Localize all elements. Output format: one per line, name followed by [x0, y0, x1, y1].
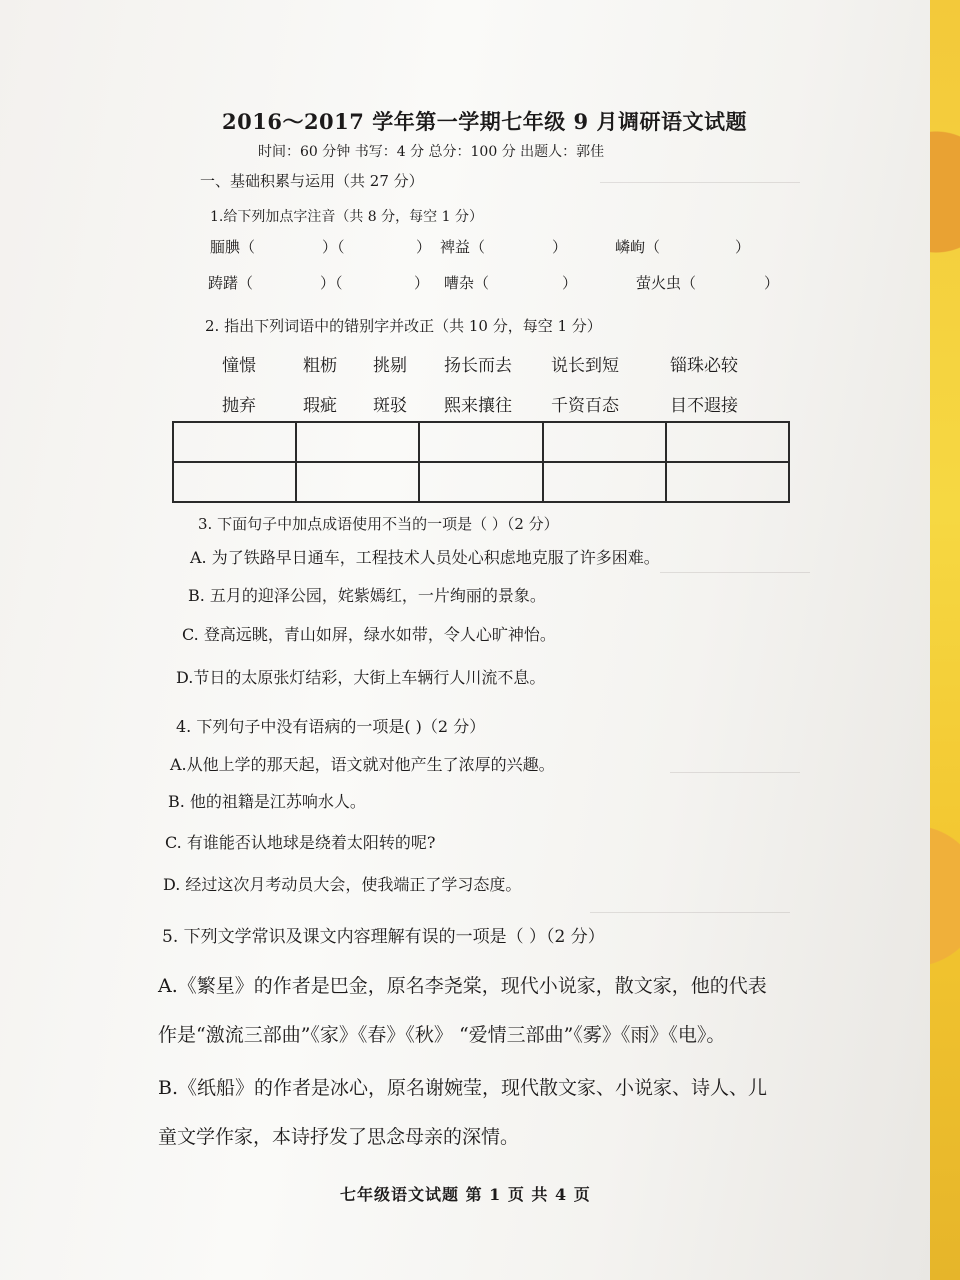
q3-option-a: A. 为了铁路早日通车，工程技术人员处心积虑地克服了许多困难。 — [190, 548, 660, 567]
answer-cell[interactable] — [543, 462, 666, 502]
answer-cell[interactable] — [419, 462, 542, 502]
q5-option-a-line1: A.《繁星》的作者是巴金，原名李尧棠，现代小说家，散文家，他的代表 — [158, 975, 767, 997]
answer-cell[interactable] — [419, 422, 542, 462]
q3-option-d: D.节日的太原张灯结彩，大街上车辆行人川流不息。 — [176, 668, 546, 687]
q2-word: 熙来攘往 — [444, 396, 512, 416]
q2-word: 抛弃 — [222, 396, 256, 416]
answer-cell[interactable] — [173, 462, 296, 502]
q5-option-b-line1: B.《纸船》的作者是冰心，原名谢婉莹，现代散文家、小说家、诗人、儿 — [158, 1077, 768, 1099]
section-heading: 一、基础积累与运用（共 27 分） — [200, 172, 424, 190]
q3-option-c: C. 登高远眺，青山如屏，绿水如带，令人心旷神怡。 — [182, 625, 556, 644]
q1-item: ） — [735, 238, 751, 256]
q1-item: 萤火虫（ — [636, 274, 697, 292]
q3-option-b: B. 五月的迎泽公园，姹紫嫣红，一片绚丽的景象。 — [188, 586, 546, 605]
q2-word: 扬长而去 — [444, 356, 512, 376]
q2-word: 说长到短 — [551, 356, 619, 376]
answer-cell[interactable] — [543, 422, 666, 462]
q5-prompt: 5. 下列文学常识及课文内容理解有误的一项是（ ）（2 分） — [162, 927, 605, 947]
q1-item: 嘈杂（ — [444, 274, 490, 292]
q3-prompt: 3. 下面句子中加点成语使用不当的一项是（ ）（2 分） — [198, 515, 559, 533]
q2-word: 目不遐接 — [670, 396, 738, 416]
q2-prompt: 2. 指出下列词语中的错别字并改正（共 10 分，每空 1 分） — [205, 317, 602, 335]
page-footer: 七年级语文试题 第 1 页 共 4 页 — [340, 1185, 591, 1204]
q2-word: 粗枥 — [303, 356, 337, 376]
q1-item: ） — [416, 238, 432, 256]
q1-item: 腼腆（ — [210, 238, 256, 256]
q2-word: 斑驳 — [373, 396, 407, 416]
q4-prompt: 4. 下列句子中没有语病的一项是( )（2 分） — [176, 717, 486, 736]
answer-cell[interactable] — [666, 462, 789, 502]
q2-answer-grid — [172, 421, 790, 503]
q1-prompt: 1.给下列加点字注音（共 8 分，每空 1 分） — [210, 209, 483, 225]
q1-item: 踌躇（ — [208, 274, 254, 292]
q2-word: 千资百态 — [551, 396, 619, 416]
q1-item: ） — [552, 238, 568, 256]
q1-item: 裨益（ — [440, 238, 486, 256]
q1-item: ）（ — [320, 274, 343, 292]
q5-option-a-line2: 作是“激流三部曲”《家》《春》《秋》 “爱情三部曲”《雾》《雨》《电》。 — [158, 1024, 726, 1046]
q1-item: ） — [562, 274, 578, 292]
q2-word: 挑剔 — [373, 356, 407, 376]
exam-meta: 时间：60 分钟 书写：4 分 总分：100 分 出题人：郭佳 — [258, 144, 605, 160]
q5-option-b-line2: 童文学作家，本诗抒发了思念母亲的深情。 — [158, 1126, 520, 1148]
q2-word: 憧憬 — [222, 356, 256, 376]
q4-option-b: B. 他的祖籍是江苏响水人。 — [168, 792, 366, 811]
q1-item: ）（ — [322, 238, 345, 256]
answer-cell[interactable] — [296, 422, 419, 462]
q4-option-a: A.从他上学的那天起，语文就对他产生了浓厚的兴趣。 — [170, 755, 555, 774]
q4-option-d: D. 经过这次月考动员大会，使我端正了学习态度。 — [163, 875, 522, 894]
answer-cell[interactable] — [296, 462, 419, 502]
q4-option-c: C. 有谁能否认地球是绕着太阳转的呢? — [165, 833, 436, 852]
q2-word: 瑕疵 — [303, 396, 337, 416]
exam-title: 2016～2017 学年第一学期七年级 9 月调研语文试题 — [222, 109, 747, 134]
q1-item: 嶙峋（ — [615, 238, 661, 256]
q1-item: ） — [764, 274, 780, 292]
answer-cell[interactable] — [173, 422, 296, 462]
q2-word: 锱珠必较 — [670, 356, 738, 376]
q1-item: ） — [414, 274, 430, 292]
answer-cell[interactable] — [666, 422, 789, 462]
